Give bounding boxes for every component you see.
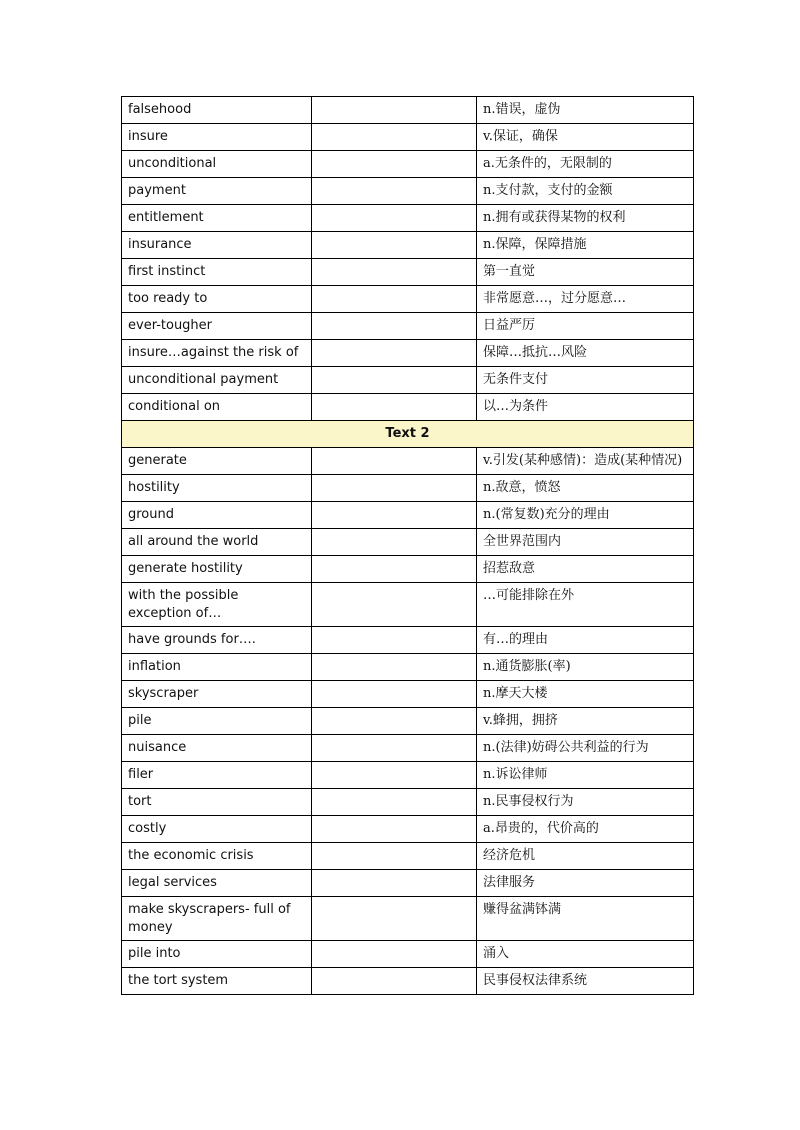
term-cell: pile xyxy=(122,708,312,735)
term-cell: hostility xyxy=(122,475,312,502)
table-row xyxy=(122,735,694,762)
definition-cell: …可能排除在外 xyxy=(477,583,694,627)
blank-cell xyxy=(312,816,477,843)
table-row xyxy=(122,286,694,313)
blank-cell xyxy=(312,556,477,583)
blank-cell xyxy=(312,367,477,394)
blank-cell xyxy=(312,897,477,941)
table-row xyxy=(122,502,694,529)
term-cell: first instinct xyxy=(122,259,312,286)
term-cell: legal services xyxy=(122,870,312,897)
table-row xyxy=(122,151,694,178)
blank-cell xyxy=(312,762,477,789)
definition-cell: n.诉讼律师 xyxy=(477,762,694,789)
blank-cell xyxy=(312,97,477,124)
term-cell: nuisance xyxy=(122,735,312,762)
table-row xyxy=(122,897,694,941)
table-row xyxy=(122,556,694,583)
term-cell: the tort system xyxy=(122,968,312,995)
blank-cell xyxy=(312,789,477,816)
term-cell: costly xyxy=(122,816,312,843)
blank-cell xyxy=(312,178,477,205)
blank-cell xyxy=(312,124,477,151)
term-cell: too ready to xyxy=(122,286,312,313)
definition-cell: n.保障，保障措施 xyxy=(477,232,694,259)
term-cell: tort xyxy=(122,789,312,816)
table-row xyxy=(122,654,694,681)
term-cell: insurance xyxy=(122,232,312,259)
table-row xyxy=(122,178,694,205)
definition-cell: 民事侵权法律系统 xyxy=(477,968,694,995)
definition-cell: n.错误，虚伪 xyxy=(477,97,694,124)
table-row xyxy=(122,708,694,735)
table-row xyxy=(122,259,694,286)
definition-cell: v.保证，确保 xyxy=(477,124,694,151)
definition-cell: 赚得盆满钵满 xyxy=(477,897,694,941)
term-cell: unconditional xyxy=(122,151,312,178)
term-cell: conditional on xyxy=(122,394,312,421)
definition-cell: 保障…抵抗…风险 xyxy=(477,340,694,367)
blank-cell xyxy=(312,205,477,232)
definition-cell: n.支付款，支付的金额 xyxy=(477,178,694,205)
definition-cell: 涌入 xyxy=(477,941,694,968)
definition-cell: 经济危机 xyxy=(477,843,694,870)
table-row xyxy=(122,816,694,843)
definition-cell: n.通货膨胀(率) xyxy=(477,654,694,681)
definition-cell: v.引发(某种感情)：造成(某种情况) xyxy=(477,448,694,475)
definition-cell: a.昂贵的，代价高的 xyxy=(477,816,694,843)
blank-cell xyxy=(312,968,477,995)
blank-cell xyxy=(312,259,477,286)
term-cell: all around the world xyxy=(122,529,312,556)
blank-cell xyxy=(312,340,477,367)
term-cell: inflation xyxy=(122,654,312,681)
blank-cell xyxy=(312,735,477,762)
blank-cell xyxy=(312,502,477,529)
definition-cell: 有…的理由 xyxy=(477,627,694,654)
definition-cell: 法律服务 xyxy=(477,870,694,897)
table-row xyxy=(122,941,694,968)
table-row xyxy=(122,968,694,995)
definition-cell: 非常愿意…，过分愿意… xyxy=(477,286,694,313)
section-header-row xyxy=(122,421,694,448)
blank-cell xyxy=(312,475,477,502)
blank-cell xyxy=(312,529,477,556)
table-row xyxy=(122,124,694,151)
term-cell: with the possible exception of… xyxy=(122,583,312,627)
section-title: Text 2 xyxy=(122,421,694,448)
definition-cell: v.蜂拥，拥挤 xyxy=(477,708,694,735)
blank-cell xyxy=(312,448,477,475)
definition-cell: 日益严厉 xyxy=(477,313,694,340)
blank-cell xyxy=(312,843,477,870)
table-row xyxy=(122,205,694,232)
table-row xyxy=(122,529,694,556)
table-row xyxy=(122,789,694,816)
term-cell: unconditional payment xyxy=(122,367,312,394)
table-row xyxy=(122,475,694,502)
table-row xyxy=(122,313,694,340)
vocabulary-table xyxy=(121,96,694,995)
term-cell: payment xyxy=(122,178,312,205)
definition-cell: n.(常复数)充分的理由 xyxy=(477,502,694,529)
table-row xyxy=(122,870,694,897)
table-row xyxy=(122,367,694,394)
table-row xyxy=(122,448,694,475)
blank-cell xyxy=(312,654,477,681)
term-cell: ever-tougher xyxy=(122,313,312,340)
term-cell: have grounds for…. xyxy=(122,627,312,654)
blank-cell xyxy=(312,151,477,178)
table-row xyxy=(122,232,694,259)
definition-cell: n.敌意，愤怒 xyxy=(477,475,694,502)
blank-cell xyxy=(312,583,477,627)
term-cell: insure…against the risk of xyxy=(122,340,312,367)
table-row xyxy=(122,583,694,627)
table-row xyxy=(122,627,694,654)
term-cell: ground xyxy=(122,502,312,529)
term-cell: generate hostility xyxy=(122,556,312,583)
term-cell: make skyscrapers- full of money xyxy=(122,897,312,941)
table-row xyxy=(122,762,694,789)
table-row xyxy=(122,394,694,421)
blank-cell xyxy=(312,286,477,313)
term-cell: skyscraper xyxy=(122,681,312,708)
blank-cell xyxy=(312,232,477,259)
blank-cell xyxy=(312,394,477,421)
definition-cell: n.拥有或获得某物的权利 xyxy=(477,205,694,232)
definition-cell: a.无条件的，无限制的 xyxy=(477,151,694,178)
definition-cell: 第一直觉 xyxy=(477,259,694,286)
term-cell: filer xyxy=(122,762,312,789)
term-cell: pile into xyxy=(122,941,312,968)
definition-cell: 以…为条件 xyxy=(477,394,694,421)
blank-cell xyxy=(312,627,477,654)
definition-cell: 招惹敌意 xyxy=(477,556,694,583)
table-row xyxy=(122,843,694,870)
term-cell: generate xyxy=(122,448,312,475)
blank-cell xyxy=(312,313,477,340)
definition-cell: n.(法律)妨碍公共利益的行为 xyxy=(477,735,694,762)
term-cell: insure xyxy=(122,124,312,151)
blank-cell xyxy=(312,708,477,735)
table-row xyxy=(122,97,694,124)
term-cell: the economic crisis xyxy=(122,843,312,870)
blank-cell xyxy=(312,941,477,968)
blank-cell xyxy=(312,870,477,897)
term-cell: falsehood xyxy=(122,97,312,124)
definition-cell: n.摩天大楼 xyxy=(477,681,694,708)
definition-cell: 全世界范围内 xyxy=(477,529,694,556)
blank-cell xyxy=(312,681,477,708)
table-row xyxy=(122,340,694,367)
table-row xyxy=(122,681,694,708)
definition-cell: n.民事侵权行为 xyxy=(477,789,694,816)
term-cell: entitlement xyxy=(122,205,312,232)
definition-cell: 无条件支付 xyxy=(477,367,694,394)
